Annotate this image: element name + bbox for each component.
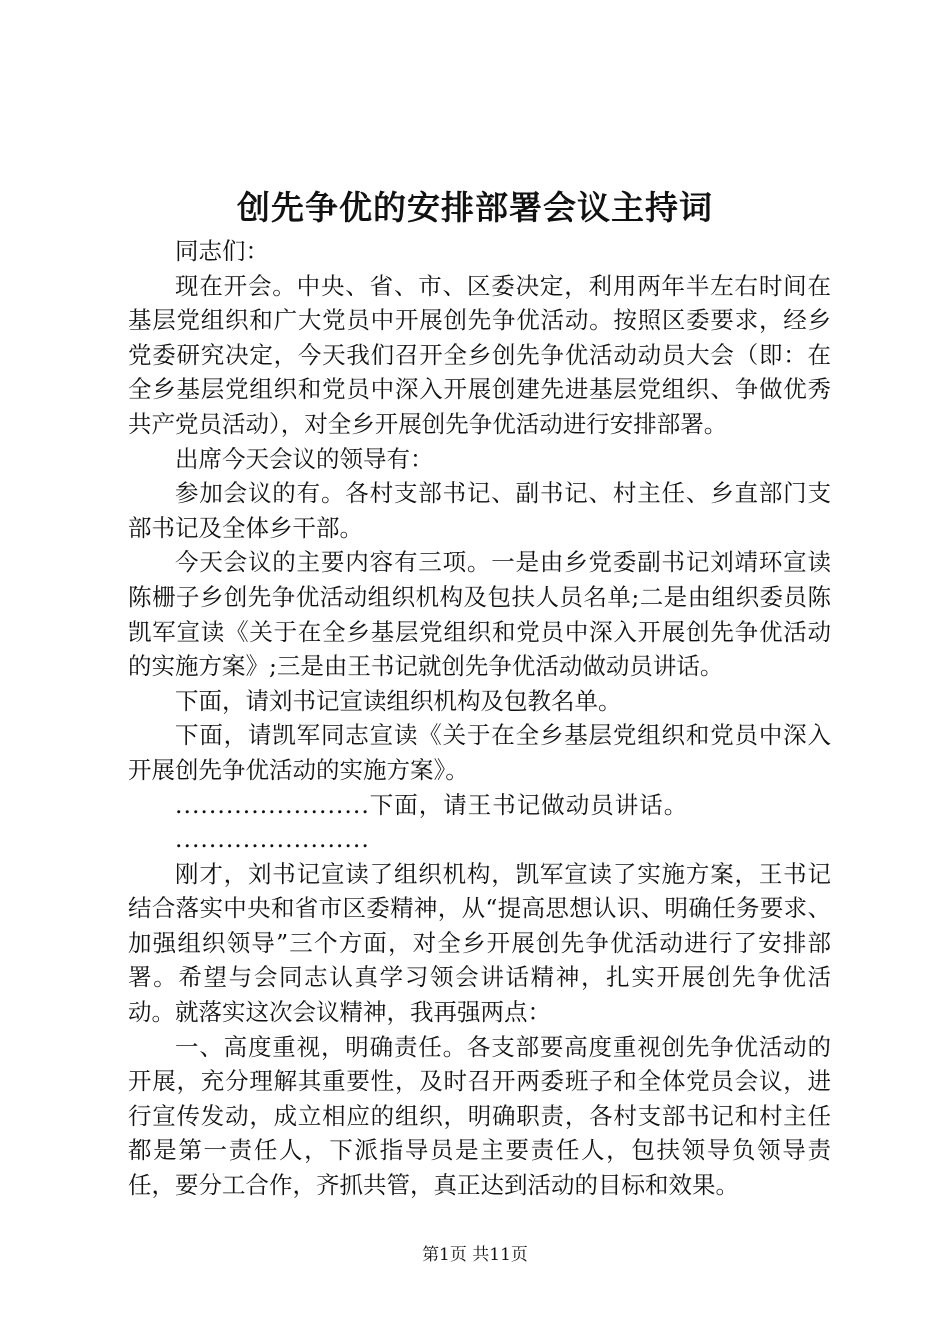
paragraph-item-one: 下面，请刘书记宣读组织机构及包教名单。 (175, 686, 622, 715)
paragraph-item-three: .......................下面，请王书记做动员讲话。 (175, 790, 689, 819)
document-title: 创先争优的安排部署会议主持词 (237, 188, 713, 227)
paragraph-item-two: 下面，请凯军同志宣读《关于在全乡基层党组织和党员中深入开展创先争优活动的实施方案》。 (128, 721, 831, 784)
paragraph-greeting: 同志们： (175, 237, 269, 265)
paragraph-ellipsis: ....................... (175, 825, 370, 854)
paragraph-summary: 刚才，刘书记宣读了组织机构，凯军宣读了实施方案，王书记结合落实中央和省市区委精神，从“提高思想认识、明确任务要求、加强组织领导”三个方面，对全乡开展创先争优活动进行了安排部署。希望与会同志认真学习领会讲话精神，扎实开展创先争优活动。就落实这次会议精神，我再强两点： (128, 859, 831, 1027)
paragraph-point-one: 一、高度重视，明确责任。各支部要高度重视创先争优活动的开展，充分理解其重要性，及时召开两委班子和全体党员会议，进行宣传发动，成立相应的组织，明确职责，各村支部书记和村主任都是第一责任人，下派指导员是主要责任人，包扶领导负领导责任，要分工合作，齐抓共管，真正达到活动的目标和效果。 (128, 1032, 831, 1200)
paragraph-agenda: 今天会议的主要内容有三项。一是由乡党委副书记刘靖环宣读陈栅子乡创先争优活动组织机构及包扶人员名单;二是由组织委员陈凯军宣读《关于在全乡基层党组织和党员中深入开展创先争优活动的实施方案》;三是由王书记就创先争优活动做动员讲话。 (128, 548, 831, 681)
page-number-footer: 第1页 共11页 (422, 1245, 528, 1265)
paragraph-leaders: 出席今天会议的领导有： (175, 444, 434, 473)
paragraph-opening: 现在开会。中央、省、市、区委决定，利用两年半左右时间在基层党组织和广大党员中开展创先争优活动。按照区委要求，经乡党委研究决定，今天我们召开全乡创先争优活动动员大会（即：在全乡基层党组织和党员中深入开展创建先进基层党组织、争做优秀共产党员活动），对全乡开展创先争优活动进行安排部署。 (128, 271, 831, 438)
document-body (128, 234, 831, 1203)
paragraph-attendees: 参加会议的有。各村支部书记、副书记、村主任、乡直部门支部书记及全体乡干部。 (128, 479, 831, 542)
